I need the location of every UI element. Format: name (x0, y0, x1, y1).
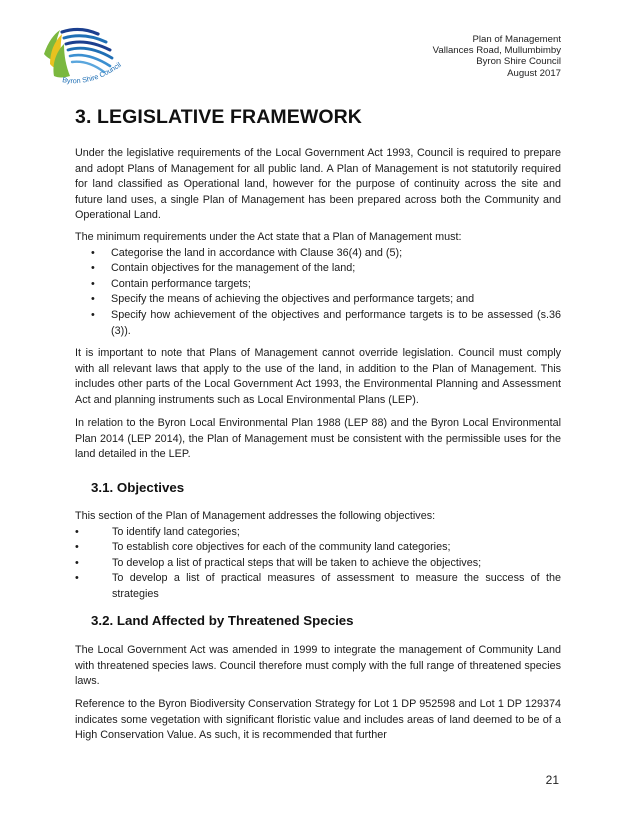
threatened-body-2 (75, 697, 561, 744)
section-body-2 (75, 230, 561, 339)
section-body-4 (75, 416, 561, 463)
bullet-icon: • (75, 525, 79, 538)
bullet-icon: • (75, 572, 79, 585)
threatened-body-1 (75, 643, 561, 690)
svg-text:Byron Shire Council (62, 60, 123, 85)
bullet-icon: • (91, 277, 95, 290)
bullet-icon: • (75, 556, 79, 569)
objectives-body (75, 509, 561, 603)
paragraph-lep: In relation to the Byron Local Environmental Plan 1988 (LEP 88) and the Byron Local Environmental Plan 2014 (LEP 2014), the Plan of Management must be consistent with the permissible uses for the land detailed in the LEP. (75, 417, 561, 461)
section-title: 3. LEGISLATIVE FRAMEWORK (75, 106, 362, 128)
list-item: • Specify how achievement of the objectives and performance targets is to be assessed (s.36 (3)). (91, 308, 561, 337)
list-item: • Contain objectives for the management of the land; (75, 261, 561, 277)
page-header (433, 34, 561, 79)
byron-shire-council-logo (40, 24, 132, 90)
threatened-species-heading: 3.2. Land Affected by Threatened Species (91, 613, 354, 628)
section-body-1 (75, 146, 561, 224)
bullet-icon: • (91, 262, 95, 275)
list-item: • Contain performance targets; (75, 277, 561, 293)
list-item: • To identify land categories; (75, 525, 561, 541)
objectives-heading: 3.1. Objectives (91, 480, 185, 495)
list-item: • Categorise the land in accordance with Clause 36(4) and (5); (75, 246, 561, 262)
paragraph-override-legislation: It is important to note that Plans of Management cannot override legislation. Council must comply with all relevant laws that apply to the use of the land, in addition to the Plan of Management. This includes other parts of the Local Government Act 1993, the Environmental Planning and Assessment Act and planning instruments such as Local Environmental Plans (LEP). (75, 347, 561, 406)
bullet-icon: • (91, 246, 95, 259)
requirements-list (75, 246, 561, 340)
council-logo-icon (40, 24, 132, 90)
list-item: • To develop a list of practical measures of assessment to measure the success of the strategies (75, 572, 561, 600)
paragraph-minimum-requirements: The minimum requirements under the Act state that a Plan of Management must: (75, 231, 462, 243)
paragraph-biodiversity-strategy: Reference to the Byron Biodiversity Conservation Strategy for Lot 1 DP 952598 and Lot 1 DP 129374 indicates some vegetation with significant floristic value and includes areas of land deemed to be of a High Conservation Value. As such, it is recommended that further (75, 698, 561, 742)
list-item: • Specify the means of achieving the objectives and performance targets; and (75, 292, 561, 308)
list-item: • To establish core objectives for each of the community land categories; (75, 540, 561, 556)
paragraph-threatened-species-laws: The Local Government Act was amended in 1999 to integrate the management of Community Land with threatened species laws. Council therefore must comply with the full range of threatened species laws. (75, 644, 561, 688)
list-item: • To develop a list of practical steps that will be taken to achieve the objectives; (75, 556, 561, 572)
header-council: Byron Shire Council (476, 56, 561, 68)
bullet-icon: • (75, 541, 79, 554)
paragraph-legislative-requirements: Under the legislative requirements of the Local Government Act 1993, Council is required to prepare and adopt Plans of Management for all public land. A Plan of Management is not statutorily required for land classified as Operational land, however for the purpose of continuity across the site and future land uses, a single Plan of Management has been prepared across both the Community and Operational Land. (75, 147, 561, 222)
header-doc-title: Plan of Management (472, 34, 561, 45)
objectives-intro: This section of the Plan of Management addresses the following objectives: (75, 510, 436, 522)
bullet-icon: • (91, 293, 95, 306)
bullet-icon: • (91, 308, 95, 321)
logo-text: Byron Shire Council (61, 60, 123, 86)
section-body-3 (75, 346, 561, 408)
header-date: August 2017 (507, 67, 561, 79)
header-site: Vallances Road, Mullumbimby (432, 45, 561, 57)
page-number: 21 (545, 773, 559, 787)
objectives-list (75, 525, 561, 603)
